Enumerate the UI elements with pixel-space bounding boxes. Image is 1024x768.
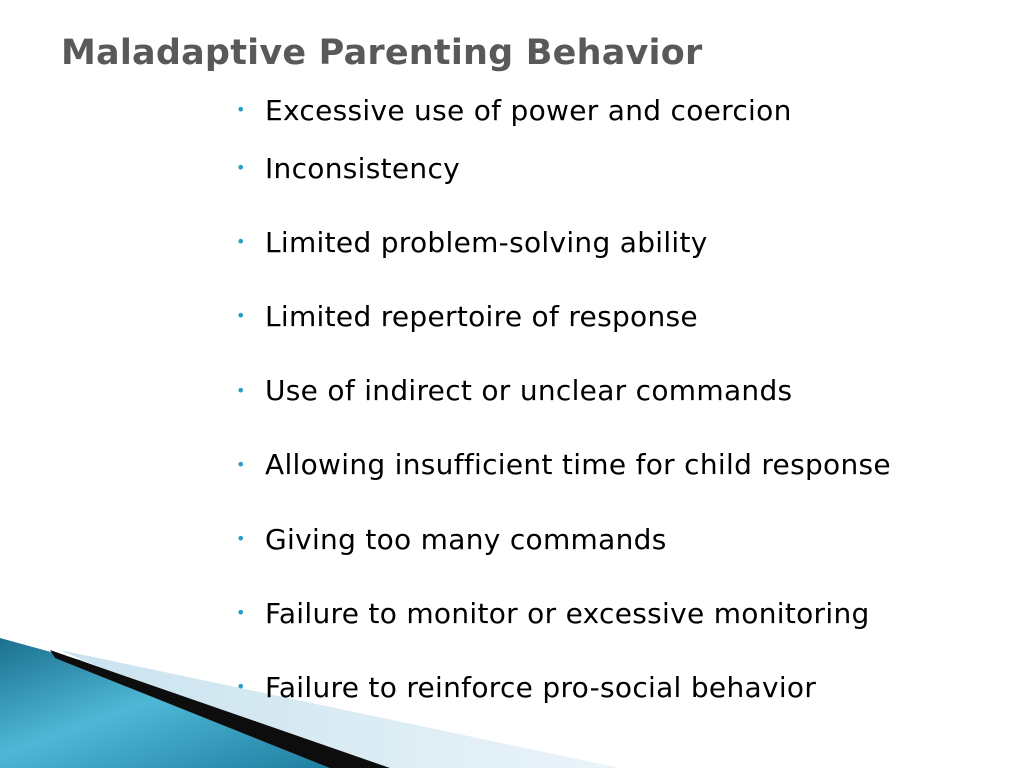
list-item xyxy=(236,279,891,353)
list-item xyxy=(236,502,891,576)
bullet-icon: • xyxy=(236,100,246,119)
bullet-text: Limited repertoire of response xyxy=(265,299,698,333)
slide-title: Maladaptive Parenting Behavior xyxy=(61,33,703,73)
bullet-text: Limited problem-solving ability xyxy=(265,225,708,259)
bullet-icon: • xyxy=(236,306,246,326)
bullet-text: Inconsistency xyxy=(265,151,461,185)
list-item xyxy=(236,205,891,279)
bullet-list xyxy=(236,89,891,725)
bullet-text: Failure to reinforce pro-social behavior xyxy=(265,670,817,704)
bullet-text: Failure to monitor or excessive monitoring xyxy=(265,596,870,630)
list-item xyxy=(236,576,891,650)
list-item xyxy=(236,89,891,131)
bullet-text: Giving too many commands xyxy=(265,522,667,556)
bullet-icon: • xyxy=(236,529,246,549)
bullet-text: Allowing insufficient time for child response xyxy=(265,448,891,482)
list-item xyxy=(236,650,891,724)
list-item xyxy=(236,354,891,428)
bullet-text: Excessive use of power and coercion xyxy=(265,93,792,127)
list-item xyxy=(236,131,891,205)
bullet-text: Use of indirect or unclear commands xyxy=(265,374,793,408)
bullet-icon: • xyxy=(236,454,246,474)
bullet-icon: • xyxy=(236,380,246,400)
bullet-icon: • xyxy=(236,677,246,697)
bullet-icon: • xyxy=(236,603,246,623)
list-item xyxy=(236,428,891,502)
bullet-icon: • xyxy=(236,158,246,178)
bullet-icon: • xyxy=(236,232,246,252)
